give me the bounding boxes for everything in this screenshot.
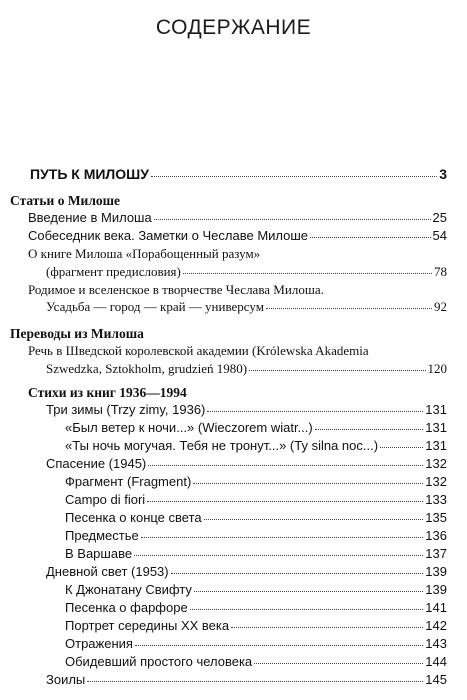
- toc-entry[interactable]: [46, 265, 447, 278]
- dot-leader: [266, 308, 432, 309]
- section-heading: Статьи о Милоше: [10, 193, 121, 208]
- entry-page: 145: [425, 672, 447, 687]
- dot-leader: [134, 555, 423, 556]
- toc-entry[interactable]: [30, 167, 447, 181]
- toc-entry[interactable]: [65, 529, 447, 542]
- entry-page: 131: [425, 438, 447, 453]
- entry-page: 144: [425, 654, 447, 669]
- dot-leader: [87, 681, 423, 682]
- toc-entry[interactable]: [65, 493, 447, 506]
- entry-page: 131: [425, 402, 447, 417]
- section-heading: Стихи из книг 1936—1994: [28, 385, 187, 400]
- toc-entry-line[interactable]: [28, 344, 447, 357]
- entry-page: 135: [425, 510, 447, 525]
- entry-page: 78: [434, 264, 447, 279]
- dot-leader: [147, 501, 423, 502]
- entry-page: 141: [425, 600, 447, 615]
- entry-title-cont: (фрагмент предисловия): [46, 264, 181, 279]
- dot-leader: [194, 591, 423, 592]
- entry-title: Три зимы (Trzy zimy, 1936): [46, 402, 206, 417]
- dot-leader: [310, 237, 430, 238]
- entry-title: Фрагмент (Fragment): [65, 474, 192, 489]
- entry-page: 132: [425, 474, 447, 489]
- toc-entry-line[interactable]: [28, 283, 447, 296]
- entry-title: Собеседник века. Заметки о Чеславе Милоше: [28, 228, 309, 243]
- entry-page: 25: [432, 210, 447, 225]
- toc-entry[interactable]: [65, 619, 447, 632]
- entry-title: Предместье: [65, 528, 139, 543]
- toc-entry[interactable]: [46, 673, 447, 686]
- entry-title: Родимое и вселенское в творчестве Чеслава Милоша.: [28, 282, 324, 297]
- dot-leader: [204, 519, 424, 520]
- entry-page: 131: [425, 420, 447, 435]
- dot-leader: [141, 537, 424, 538]
- toc-entry[interactable]: [46, 457, 447, 470]
- toc-entry[interactable]: [46, 300, 447, 313]
- page-title: СОДЕРЖАНИЕ: [155, 16, 312, 39]
- dot-leader: [249, 370, 425, 371]
- toc-entry[interactable]: [28, 211, 447, 224]
- entry-page: 92: [434, 299, 447, 314]
- dot-leader: [193, 483, 423, 484]
- entry-title: Введение в Милоша: [28, 210, 152, 225]
- entry-page: 137: [425, 546, 447, 561]
- toc-entry[interactable]: [65, 421, 447, 434]
- toc-entry[interactable]: [65, 655, 447, 668]
- toc-entry[interactable]: [46, 565, 447, 578]
- entry-title: Зоилы: [46, 672, 86, 687]
- entry-title: Спасение (1945): [46, 456, 147, 471]
- entry-page: 133: [425, 492, 447, 507]
- entry-page: 139: [425, 582, 447, 597]
- toc-entry[interactable]: [65, 475, 447, 488]
- entry-title: Песенка о конце света: [65, 510, 202, 525]
- toc-entry[interactable]: [65, 547, 447, 560]
- dot-leader: [190, 609, 424, 610]
- entry-page: 132: [425, 456, 447, 471]
- entry-title: Дневной свет (1953): [46, 564, 169, 579]
- entry-title: «Был ветер к ночи...» (Wieczorem wiatr...): [65, 420, 313, 435]
- toc-entry[interactable]: [65, 439, 447, 452]
- dot-leader: [183, 273, 432, 274]
- entry-title: Речь в Шведской королевской академии (Królewska Akademia: [28, 343, 369, 358]
- toc-entry[interactable]: [65, 511, 447, 524]
- entry-page: 142: [425, 618, 447, 633]
- toc-entry[interactable]: [46, 362, 447, 375]
- entry-title: Отражения: [65, 636, 133, 651]
- entry-title: «Ты ночь могучая. Тебя не тронут...» (Ty silna noc...): [65, 438, 379, 453]
- entry-page: 3: [439, 166, 447, 182]
- dot-leader: [207, 411, 423, 412]
- entry-page: 143: [425, 636, 447, 651]
- dot-leader: [380, 447, 423, 448]
- entry-title: В Варшаве: [65, 546, 133, 561]
- dot-leader: [154, 219, 431, 220]
- toc-entry[interactable]: [65, 637, 447, 650]
- entry-page: 54: [432, 228, 447, 243]
- entry-title: Песенка о фарфоре: [65, 600, 188, 615]
- toc-entry[interactable]: [28, 229, 447, 242]
- dot-leader: [171, 573, 424, 574]
- entry-page: 139: [425, 564, 447, 579]
- entry-title-cont: Усадьба — город — край — универсум: [46, 299, 264, 314]
- toc-entry[interactable]: [46, 403, 447, 416]
- entry-page: 120: [427, 361, 447, 376]
- toc-entry-line[interactable]: [28, 247, 447, 260]
- entry-title: Портрет середины XX века: [65, 618, 230, 633]
- dot-leader: [254, 663, 423, 664]
- entry-title: Обидевший простого человека: [65, 654, 253, 669]
- entry-title: О книге Милоша «Порабощенный разум»: [28, 246, 261, 261]
- dot-leader: [135, 645, 423, 646]
- dot-leader: [151, 176, 437, 177]
- section-heading: Переводы из Милоша: [10, 326, 144, 341]
- entry-page: 136: [425, 528, 447, 543]
- dot-leader: [148, 465, 423, 466]
- entry-title: К Джонатану Свифту: [65, 582, 192, 597]
- entry-title-cont: Szwedzka, Sztokholm, grudzień 1980): [46, 361, 248, 376]
- dot-leader: [315, 429, 424, 430]
- toc-entry[interactable]: [65, 583, 447, 596]
- toc-entry[interactable]: [65, 601, 447, 614]
- dot-leader: [231, 627, 423, 628]
- entry-title: Campo di fiori: [65, 492, 146, 507]
- entry-title: ПУТЬ К МИЛОШУ: [30, 166, 149, 182]
